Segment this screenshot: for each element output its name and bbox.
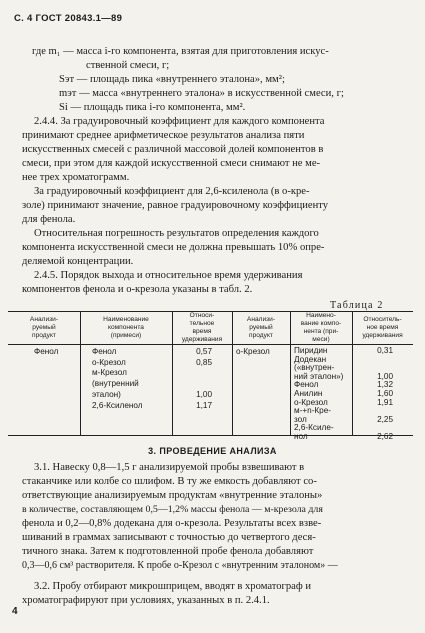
paragraph-line: искусственных смесей с различной массовой долей компонентов в	[22, 144, 324, 155]
paragraph-line: хроматографируют при условиях, указанных в п. 2.4.1.	[22, 595, 270, 606]
table-header-cell: Наименование компонента (примеси)	[103, 316, 149, 339]
paragraph-line: смеси, при этом для каждой искусственной смеси снимают не ме-	[22, 158, 321, 169]
table-cell-times: 0,57 0,85 1,00 1,17	[196, 347, 212, 410]
page-number: 4	[12, 606, 18, 617]
definition-line: где m₁ — масса i-го компонента, взятая для приготовления искус-	[32, 46, 329, 57]
table-header-cell: Наимено- вание компо- нента (при- меси)	[300, 312, 342, 343]
paragraph-line: тичного знака. Затем к подготовленной пробе фенола добавляют	[22, 546, 314, 557]
paragraph-line: деляемой концентрации.	[22, 256, 134, 267]
section-title: 3. ПРОВЕДЕНИЕ АНАЛИЗА	[148, 446, 277, 456]
table-cell-components: Пиридин Додекан («внутрен- ний эталон») Фенол Анилин о-Крезол м-+n-Кре- зол 2,6-Ксиле- нол	[294, 346, 344, 441]
paragraph-line: принимают среднее арифметическое результатов анализа пяти	[22, 130, 305, 141]
definition-line: Sэт — площадь пика «внутреннего эталона», мм²;	[59, 74, 285, 85]
table-title: Таблица 2	[330, 300, 384, 311]
table-2	[8, 311, 413, 441]
paragraph-line: фенола и 0,2—0,8% додекана для о-крезола. Результаты всех взве-	[22, 518, 322, 529]
paragraph-line: 0,3—0,6 см³ растворителя. К пробе о-Крезол с «внутренним эталоном» —	[22, 560, 338, 571]
definition-line: ственной смеси, г;	[86, 60, 170, 71]
paragraph-line: За градуировочный коэффициент для 2,6-ксиленола (в о-кре-	[34, 186, 310, 197]
table-header-cell: Относи- тельное время удерживания	[181, 312, 223, 343]
paragraph-line: 3.1. Навеску 0,8—1,5 г анализируемой пробы взвешивают в	[34, 462, 305, 473]
table-header-cell: Анализи- руемый продукт	[29, 316, 59, 339]
paragraph-line: золе) принимают значение, равное градуировочному коэффициенту	[22, 200, 329, 211]
definition-line: mэт — масса «внутреннего эталона» в искусственной смеси, г;	[59, 88, 344, 99]
paragraph-line: шиваний в граммах записывают с точностью до четвертого деся-	[22, 532, 316, 543]
paragraph-line: 2.4.5. Порядок выхода и относительное время удерживания	[34, 270, 303, 281]
definition-line: Si — площадь пика i-го компонента, мм².	[59, 102, 246, 113]
page-header: С. 4 ГОСТ 20843.1—89	[14, 13, 123, 24]
paragraph-line: 2.4.4. За градуировочный коэффициент для каждого компонента	[34, 116, 325, 127]
paragraph-line: компонентов фенола и о-крезола указаны в табл. 2.	[22, 284, 253, 295]
paragraph-line: 3.2. Пробу отбирают микрошприцем, вводят в хроматограф и	[34, 581, 312, 592]
table-cell-product: Фенол	[34, 347, 59, 356]
table-cell-product: о-Крезол	[236, 347, 270, 356]
paragraph-line: нее трех хроматограмм.	[22, 172, 130, 183]
paragraph-line: стаканчике или колбе со шлифом. В ту же емкость добавляют со-	[22, 476, 317, 487]
paragraph-line: компонента искусственной смеси не должна превышать 10% опре-	[22, 242, 325, 253]
paragraph-line: Относительная погрешность результатов определения каждого	[34, 228, 319, 239]
table-header-cell: Анализи- руемый продукт	[246, 316, 276, 339]
paragraph-line: ответствующие анализируемым продуктам «внутренние эталоны»	[22, 490, 323, 501]
table-cell-times: 0,31 1,00 1,32 1,60 1,91 2,25 2,62	[377, 346, 393, 441]
table-cell-components: Фенол о-Крезол м-Крезол (внутренний эталон) 2,6-Ксиленол	[92, 347, 143, 410]
paragraph-line: в количестве, составляющем 0,5—1,2% массы фенола — м-крезола для	[22, 504, 323, 515]
paragraph-line: для фенола.	[22, 214, 76, 225]
table-header-cell: Относитель- ное время удерживания	[362, 316, 403, 339]
